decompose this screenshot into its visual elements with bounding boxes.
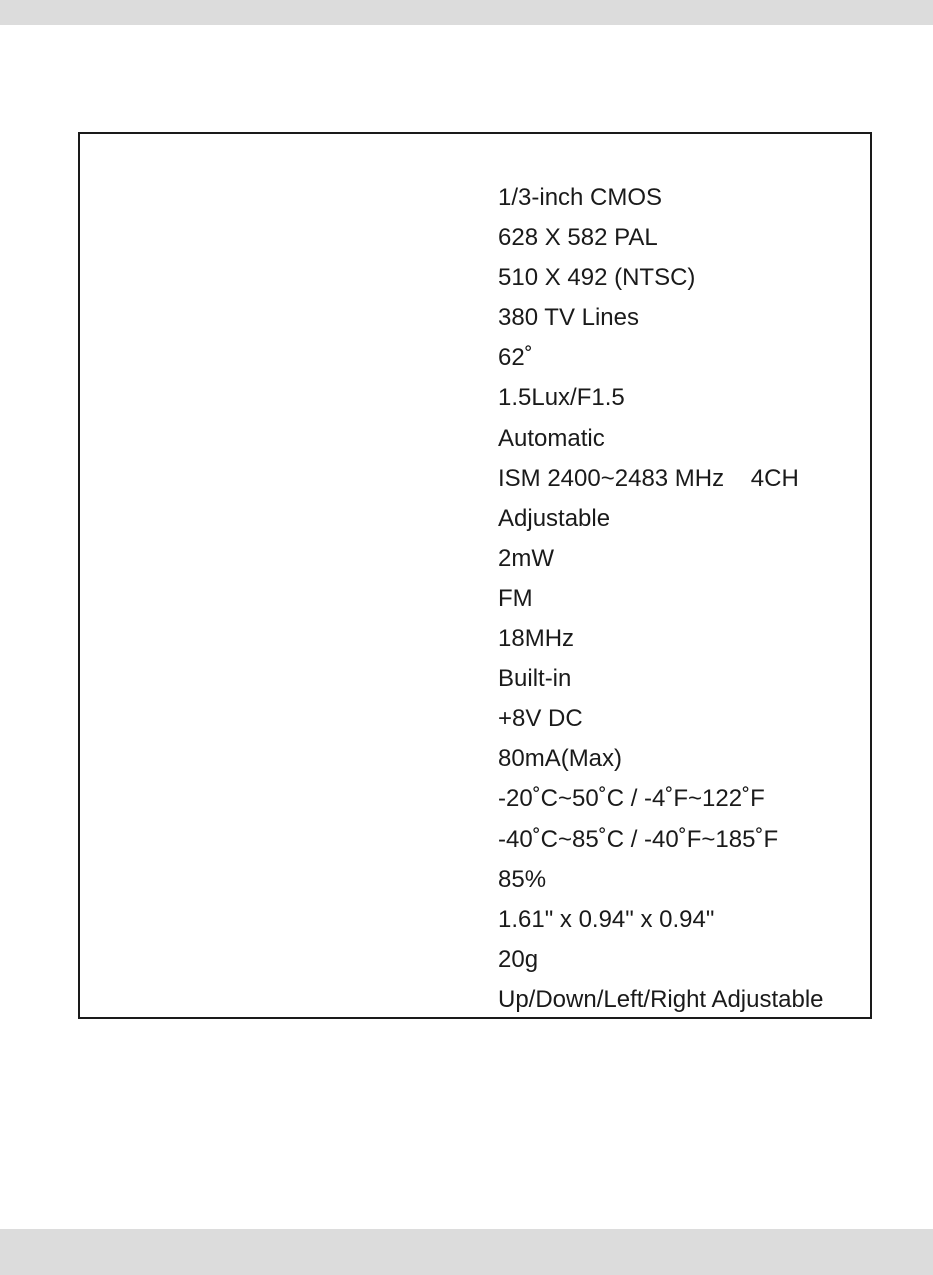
spec-value-modulation: FM <box>498 584 533 612</box>
spec-value-output-power: 2mW <box>498 544 554 572</box>
spec-value-storage-temperature: -40˚C~85˚C / -40˚F~185˚F <box>498 825 779 853</box>
spec-value-viewing-angle: 62˚ <box>498 344 533 372</box>
spec-values-column <box>498 178 824 1020</box>
spec-value-channel: Adjustable <box>498 504 611 532</box>
footer-band <box>0 1229 933 1275</box>
spec-value-frequency: ISM 2400~2483 MHz 4CH <box>498 464 799 492</box>
spec-value-exposure: Automatic <box>498 424 605 452</box>
spec-value-image-sensor: 1/3-inch CMOS <box>498 184 663 211</box>
spec-value-min-illumination: 1.5Lux/F1.5 <box>498 384 625 412</box>
header-band <box>0 0 933 25</box>
spec-value-pixels-ntsc: 510 X 492 (NTSC) <box>498 264 696 292</box>
spec-value-bandwidth: 18MHz <box>498 625 575 653</box>
spec-value-dimensions: 1.61" x 0.94" x 0.94" <box>498 905 715 933</box>
spec-value-direction: Up/Down/Left/Right Adjustable <box>498 985 824 1013</box>
spec-value-pixels-pal: 628 X 582 PAL <box>498 224 658 252</box>
spec-value-humidity: 85% <box>498 865 547 893</box>
spec-value-power-supply: +8V DC <box>498 705 583 733</box>
spec-value-weight: 20g <box>498 945 539 973</box>
spec-value-operating-temperature: -20˚C~50˚C / -4˚F~122˚F <box>498 785 765 813</box>
spec-value-antenna: Built-in <box>498 665 572 693</box>
spec-value-resolution: 380 TV Lines <box>498 304 639 332</box>
spec-value-current: 80mA(Max) <box>498 745 623 773</box>
specification-table <box>78 132 872 1019</box>
